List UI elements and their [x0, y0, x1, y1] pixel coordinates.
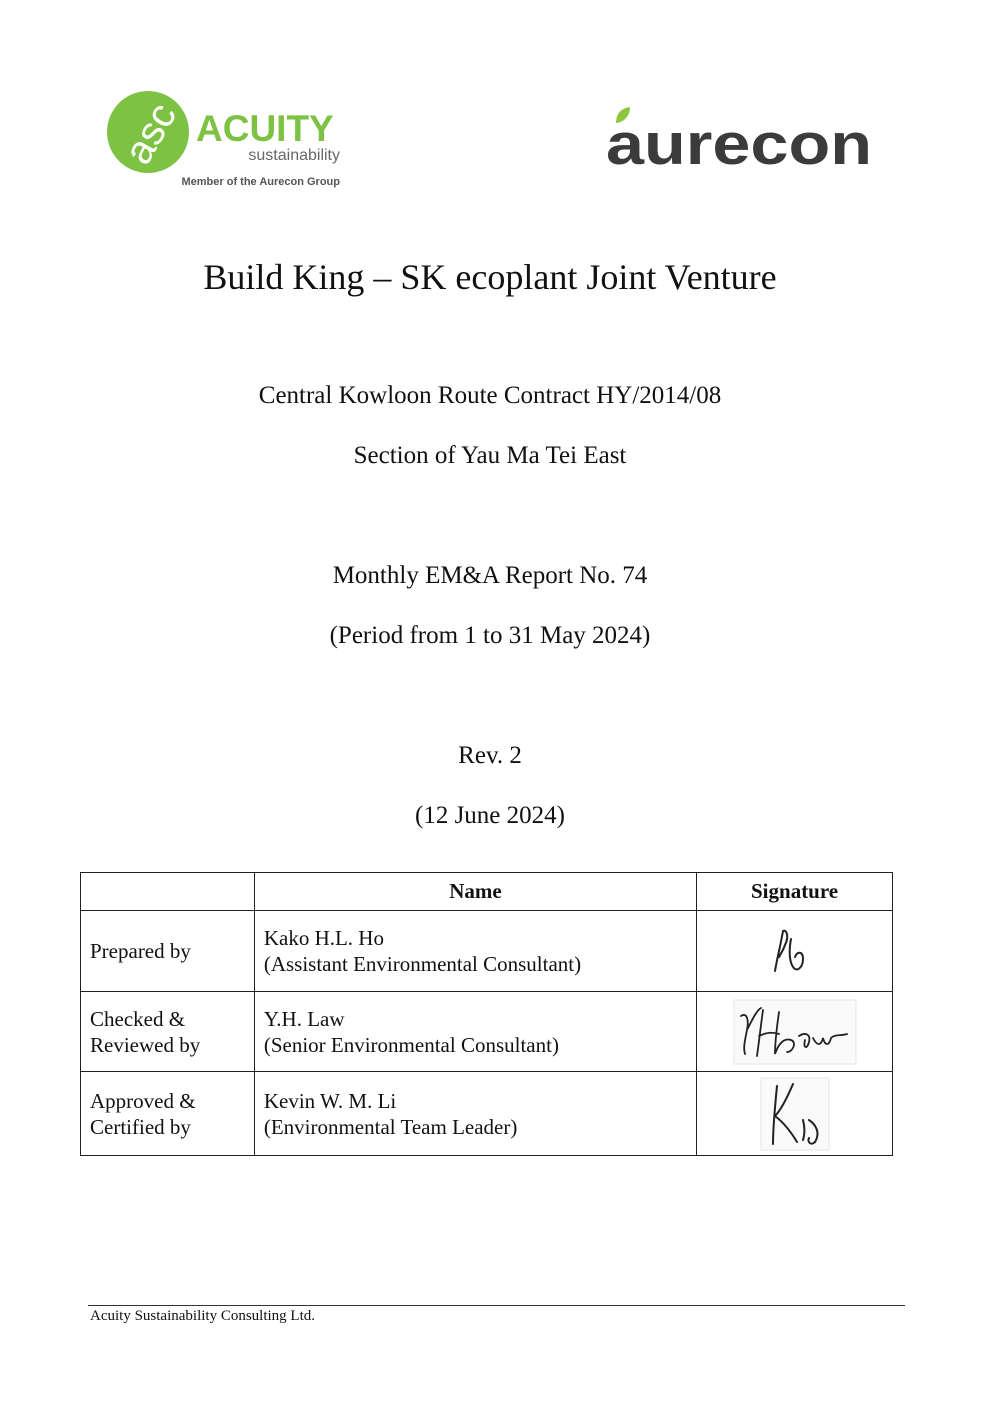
role-cell	[81, 992, 255, 1072]
signature-image	[765, 923, 825, 979]
table-header-row	[81, 873, 893, 911]
footer-divider	[88, 1305, 905, 1306]
person-name: Kevin W. M. Li	[263, 1088, 397, 1113]
signature-table	[80, 872, 893, 1156]
footer-text: Acuity Sustainability Consulting Ltd.	[90, 1308, 315, 1324]
acuity-logo-member: Member of the Aurecon Group	[181, 176, 340, 188]
aurecon-logo	[606, 103, 876, 173]
acuity-logo	[104, 90, 354, 195]
person-name: Kako H.L. Ho	[263, 926, 384, 950]
role-label: Prepared by	[90, 939, 191, 963]
signature-image	[733, 998, 857, 1066]
role-label: Reviewed by	[90, 1032, 201, 1057]
person-title: (Environmental Team Leader)	[263, 1114, 518, 1139]
signature-cell	[697, 1072, 893, 1156]
role-cell	[81, 1072, 255, 1156]
table-row	[81, 911, 893, 992]
contract-line: Central Kowloon Route Contract HY/2014/08	[258, 382, 722, 409]
name-cell	[254, 1072, 696, 1156]
role-label: Checked &	[90, 1006, 186, 1031]
header-role	[81, 873, 255, 911]
name-cell	[254, 992, 696, 1072]
document-title: Build King – SK ecoplant Joint Venture	[203, 257, 777, 297]
role-label: Approved &	[90, 1088, 196, 1113]
name-cell	[254, 911, 696, 992]
person-title: (Senior Environmental Consultant)	[263, 1032, 559, 1057]
acuity-logo-mark: asc	[115, 95, 186, 172]
header-signature: Signature	[697, 873, 893, 911]
signature-cell	[697, 911, 893, 992]
report-number: Monthly EM&A Report No. 74	[332, 562, 648, 589]
table-row	[81, 992, 893, 1072]
signature-image	[759, 1076, 831, 1152]
person-title: (Assistant Environmental Consultant)	[263, 952, 582, 976]
header-name: Name	[254, 873, 696, 911]
revision: Rev. 2	[458, 742, 522, 769]
person-name: Y.H. Law	[263, 1006, 345, 1031]
role-cell	[81, 911, 255, 992]
section-line: Section of Yau Ma Tei East	[353, 442, 627, 469]
report-period: (Period from 1 to 31 May 2024)	[329, 622, 651, 649]
role-label: Certified by	[90, 1114, 191, 1139]
aurecon-logo-name: aurecon	[606, 112, 872, 173]
acuity-logo-tagline: sustainability	[248, 147, 340, 164]
revision-date: (12 June 2024)	[415, 802, 565, 829]
signature-cell	[697, 992, 893, 1072]
acuity-logo-name: ACUITY	[196, 108, 334, 149]
table-row	[81, 1072, 893, 1156]
